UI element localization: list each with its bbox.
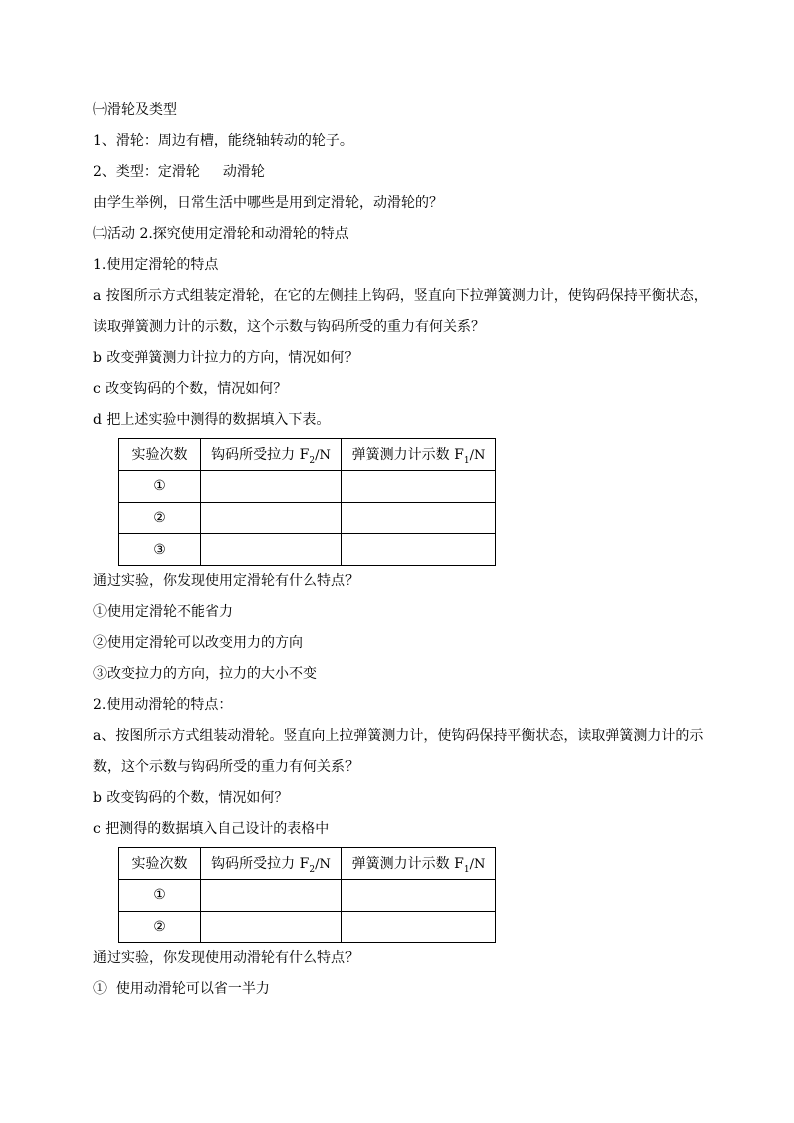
fixed-step-b: b 改变弹簧测力计拉力的方向，情况如何？	[93, 350, 359, 366]
header-hook-weight-force	[201, 848, 342, 880]
movable-step-a-line-1: a、按图所示方式组装动滑轮。竖直向上拉弹簧测力计，使钩码保持平衡状态，读取弹簧测力计的示	[93, 728, 704, 744]
pulley-definition: 1、滑轮：周边有槽，能绕轴转动的轮子。	[93, 133, 354, 149]
header-trial-number	[119, 439, 201, 471]
spring-scale-cell	[342, 534, 496, 566]
header-hook-weight-force-unit: /N	[315, 448, 331, 464]
header-spring-scale-reading-unit: /N	[469, 857, 486, 873]
fixed-finding-3: ③改变拉力的方向，拉力的大小不变	[93, 666, 317, 682]
header-hook-weight-force-text: 钩码所受拉力 F	[211, 856, 310, 873]
table-row	[119, 911, 496, 943]
table-row	[119, 502, 496, 534]
fixed-step-a-line-1: a 按图所示方式组装定滑轮，在它的左侧挂上钩码，竖直向下拉弹簧测力计，使钩码保持平衡状态，	[93, 288, 708, 304]
trial-number-cell: ②	[119, 502, 201, 534]
hook-weight-cell	[201, 502, 342, 534]
movable-step-c: c 把测得的数据填入自己设计的表格中	[93, 821, 330, 837]
pulley-type-movable: 动滑轮	[222, 164, 265, 180]
hook-weight-cell	[201, 534, 342, 566]
header-spring-scale-reading-unit: /N	[469, 448, 486, 464]
trial-number-cell: ①	[119, 470, 201, 502]
movable-step-b: b 改变钩码的个数，情况如何？	[93, 790, 289, 806]
spring-scale-cell	[342, 879, 496, 911]
pulley-types-label: 2、类型：定滑轮	[93, 164, 200, 180]
header-spring-scale-reading	[342, 439, 496, 471]
fixed-step-c: c 改变钩码的个数，情况如何？	[93, 381, 288, 397]
fixed-pulley-data-table	[118, 438, 496, 566]
table-row	[119, 470, 496, 502]
trial-number-cell: ②	[119, 911, 201, 943]
hook-weight-cell	[201, 879, 342, 911]
header-spring-scale-reading-text: 弹簧测力计示数 F	[351, 856, 464, 873]
hook-weight-cell	[201, 911, 342, 943]
table-row	[119, 879, 496, 911]
movable-finding-1: ① 使用动滑轮可以省一半力	[93, 981, 270, 998]
spring-scale-cell	[342, 502, 496, 534]
section-1-heading: ㈠滑轮及类型	[93, 102, 177, 118]
movable-pulley-title: 2.使用动滑轮的特点：	[93, 697, 233, 713]
fixed-pulley-title: 1.使用定滑轮的特点	[93, 257, 219, 273]
header-hook-weight-force-subscript: 2	[309, 456, 316, 467]
movable-step-a-line-2: 数，这个示数与钩码所受的重力有何关系？	[93, 759, 359, 775]
spring-scale-cell	[342, 470, 496, 502]
header-spring-scale-reading-subscript: 1	[463, 865, 470, 876]
header-trial-number-text: 实验次数	[131, 856, 188, 873]
section-2-heading: ㈡活动 2.探究使用定滑轮和动滑轮的特点	[93, 226, 349, 242]
trial-number-cell: ①	[119, 879, 201, 911]
trial-number-cell: ③	[119, 534, 201, 566]
header-spring-scale-reading	[342, 848, 496, 880]
spring-scale-cell	[342, 911, 496, 943]
fixed-step-a-line-2: 读取弹簧测力计的示数，这个示数与钩码所受的重力有何关系？	[93, 319, 485, 335]
table-header-row	[119, 439, 496, 471]
header-trial-number	[119, 848, 201, 880]
header-spring-scale-reading-text: 弹簧测力计示数 F	[351, 447, 464, 464]
header-spring-scale-reading-subscript: 1	[463, 456, 470, 467]
movable-pulley-question: 通过实验，你发现使用动滑轮有什么特点？	[93, 950, 359, 967]
document-page	[93, 95, 733, 1005]
fixed-finding-2: ②使用定滑轮可以改变用力的方向	[93, 635, 303, 651]
header-trial-number-text: 实验次数	[131, 447, 188, 464]
fixed-step-d: d 把上述实验中测得的数据填入下表。	[93, 412, 331, 428]
fixed-finding-1: ①使用定滑轮不能省力	[93, 604, 233, 620]
header-hook-weight-force-subscript: 2	[309, 865, 316, 876]
table-row	[119, 534, 496, 566]
section-1-question: 由学生举例，日常生活中哪些是用到定滑轮，动滑轮的？	[93, 195, 443, 211]
header-hook-weight-force-text: 钩码所受拉力 F	[211, 447, 310, 464]
hook-weight-cell	[201, 470, 342, 502]
header-hook-weight-force	[201, 439, 342, 471]
header-hook-weight-force-unit: /N	[315, 857, 331, 873]
fixed-pulley-question: 通过实验，你发现使用定滑轮有什么特点？	[93, 573, 359, 589]
movable-pulley-data-table	[118, 847, 496, 943]
pulley-types	[93, 157, 733, 188]
table-header-row	[119, 848, 496, 880]
